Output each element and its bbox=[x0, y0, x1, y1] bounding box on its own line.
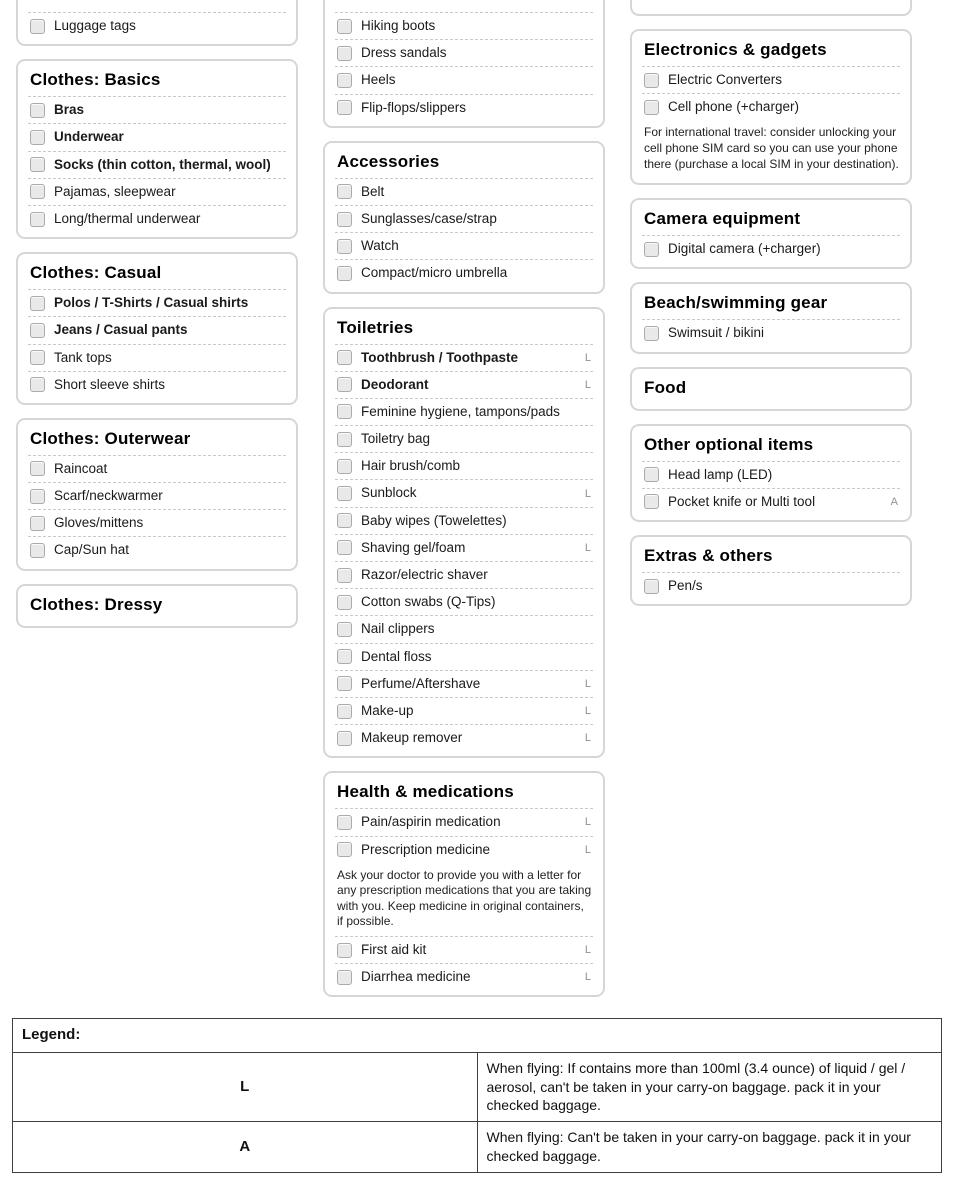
flight-restriction-marker: L bbox=[584, 378, 591, 391]
item-label: Deodorant bbox=[361, 376, 429, 392]
checklist-column bbox=[630, 0, 912, 1010]
section-box bbox=[630, 29, 912, 185]
section-box bbox=[323, 307, 605, 759]
legend-text-a: When flying: Can't be taken in your carry-on baggage. pack it in your checked baggage. bbox=[477, 1122, 942, 1173]
checkbox[interactable] bbox=[337, 239, 352, 254]
section-title: Extras & others bbox=[644, 545, 773, 565]
item-label: Flip-flops/slippers bbox=[361, 99, 467, 115]
checkbox[interactable] bbox=[30, 212, 45, 227]
checkbox[interactable] bbox=[337, 404, 352, 419]
section-box bbox=[323, 0, 605, 128]
section-title: Clothes: Basics bbox=[30, 70, 161, 90]
item-label: Digital camera (+charger) bbox=[668, 241, 821, 257]
checklist-item[interactable] bbox=[28, 151, 286, 178]
checklist-item[interactable] bbox=[335, 398, 593, 425]
item-label: Belt bbox=[361, 183, 385, 199]
section-box bbox=[323, 141, 605, 294]
checkbox[interactable] bbox=[337, 486, 352, 501]
checkbox[interactable] bbox=[337, 595, 352, 610]
checkbox[interactable] bbox=[30, 323, 45, 338]
checklist-item[interactable] bbox=[28, 289, 286, 316]
checklist-item[interactable] bbox=[642, 461, 900, 488]
checkbox[interactable] bbox=[337, 377, 352, 392]
checklist-item[interactable] bbox=[335, 963, 593, 990]
checkbox[interactable] bbox=[337, 649, 352, 664]
item-label: Hiking boots bbox=[361, 18, 436, 33]
checkbox[interactable] bbox=[337, 432, 352, 447]
checklist-item[interactable] bbox=[335, 670, 593, 697]
flight-restriction-marker: L bbox=[584, 816, 591, 829]
checklist-item[interactable] bbox=[28, 344, 286, 371]
flight-restriction-marker: L bbox=[584, 487, 591, 500]
checkbox[interactable] bbox=[30, 184, 45, 199]
checkbox[interactable] bbox=[337, 970, 352, 985]
section-title: Food bbox=[644, 377, 687, 397]
checkbox[interactable] bbox=[337, 350, 352, 365]
item-label: Watch bbox=[361, 238, 399, 254]
section-box bbox=[630, 424, 912, 522]
checkbox[interactable] bbox=[337, 459, 352, 474]
checkbox[interactable] bbox=[337, 513, 352, 528]
item-label: Cotton swabs (Q-Tips) bbox=[361, 594, 496, 610]
checkbox[interactable] bbox=[644, 467, 659, 482]
checklist-item[interactable] bbox=[642, 572, 900, 599]
flight-restriction-marker: L bbox=[584, 944, 591, 957]
checklist-item[interactable] bbox=[335, 724, 593, 751]
checklist-item[interactable] bbox=[335, 205, 593, 232]
checklist-item[interactable] bbox=[28, 205, 286, 232]
checklist-item[interactable] bbox=[335, 936, 593, 963]
checklist-column bbox=[323, 0, 605, 1010]
checklist-item[interactable] bbox=[335, 534, 593, 561]
section-box bbox=[630, 367, 912, 411]
checklist-item[interactable] bbox=[28, 316, 286, 343]
checkbox[interactable] bbox=[337, 842, 352, 857]
flight-restriction-marker: L bbox=[584, 541, 591, 554]
flight-restriction-marker: L bbox=[584, 843, 591, 856]
checklist-item[interactable] bbox=[335, 836, 593, 863]
checklist-item[interactable] bbox=[335, 452, 593, 479]
section-box bbox=[630, 0, 912, 16]
flight-restriction-marker: L bbox=[584, 732, 591, 745]
item-label: Sunblock bbox=[361, 485, 417, 501]
item-label: Polos / T-Shirts / Casual shirts bbox=[54, 295, 249, 311]
checkbox[interactable] bbox=[644, 579, 659, 594]
checkbox[interactable] bbox=[30, 461, 45, 476]
section-title: Clothes: Casual bbox=[30, 263, 162, 283]
checklist-item[interactable] bbox=[335, 371, 593, 398]
item-label: Long/thermal underwear bbox=[54, 210, 201, 226]
section-box bbox=[16, 418, 298, 571]
checklist-item[interactable] bbox=[28, 178, 286, 205]
checklist-item[interactable] bbox=[335, 507, 593, 534]
checkbox[interactable] bbox=[30, 19, 45, 34]
flight-restriction-marker: L bbox=[584, 351, 591, 364]
section-title: Health & medications bbox=[337, 782, 514, 802]
checkbox[interactable] bbox=[337, 540, 352, 555]
checklist-item[interactable] bbox=[28, 96, 286, 123]
checkbox[interactable] bbox=[337, 212, 352, 227]
item-label: Hair brush/comb bbox=[361, 458, 461, 474]
checklist-item[interactable] bbox=[335, 232, 593, 259]
item-label: Perfume/Aftershave bbox=[361, 675, 481, 691]
checkbox[interactable] bbox=[30, 296, 45, 311]
checklist-item[interactable] bbox=[642, 488, 900, 515]
flight-restriction-marker: L bbox=[584, 971, 591, 984]
item-label: Dental floss bbox=[361, 648, 432, 664]
checkbox[interactable] bbox=[337, 184, 352, 199]
checkbox[interactable] bbox=[337, 731, 352, 746]
checklist-item[interactable] bbox=[28, 482, 286, 509]
item-label: Toothbrush / Toothpaste bbox=[361, 349, 518, 365]
checklist-item[interactable] bbox=[335, 94, 593, 121]
item-label: Scarf/neckwarmer bbox=[54, 488, 163, 504]
item-label: Feminine hygiene, tampons/pads bbox=[361, 403, 560, 419]
checkbox[interactable] bbox=[337, 704, 352, 719]
item-label: Cell phone (+charger) bbox=[668, 99, 799, 115]
checklist-column bbox=[16, 0, 298, 1010]
item-label: Short sleeve shirts bbox=[54, 376, 166, 392]
item-label: Luggage tags bbox=[54, 18, 136, 33]
item-label: Shaving gel/foam bbox=[361, 539, 466, 555]
item-label: Heels bbox=[361, 72, 396, 88]
item-label: Bras bbox=[54, 102, 85, 118]
checklist-item[interactable] bbox=[335, 615, 593, 642]
item-label: First aid kit bbox=[361, 942, 427, 958]
checklist-item[interactable] bbox=[335, 39, 593, 66]
item-label: Make-up bbox=[361, 702, 414, 718]
checkbox[interactable] bbox=[337, 815, 352, 830]
item-label: Nail clippers bbox=[361, 621, 435, 637]
section-note: For international travel: consider unlocking your cell phone SIM card so you can use your phone there (purchase a local SIM in your destination). bbox=[644, 125, 899, 171]
item-label: Makeup remover bbox=[361, 730, 463, 746]
item-label: Tank tops bbox=[54, 349, 112, 365]
section-title: Accessories bbox=[337, 151, 440, 171]
item-label: Cap/Sun hat bbox=[54, 542, 130, 558]
section-note: Ask your doctor to provide you with a letter for any prescription medications that you are taking with you. Keep medicine in original containers, if possible. bbox=[337, 867, 592, 929]
section-box bbox=[16, 252, 298, 405]
item-label: Jeans / Casual pants bbox=[54, 322, 188, 338]
checklist-item[interactable] bbox=[335, 588, 593, 615]
checkbox[interactable] bbox=[644, 494, 659, 509]
checkbox[interactable] bbox=[30, 157, 45, 172]
legend-row bbox=[13, 1052, 942, 1122]
checklist-item[interactable] bbox=[335, 259, 593, 286]
checklist-item[interactable] bbox=[28, 455, 286, 482]
checkbox[interactable] bbox=[644, 73, 659, 88]
legend-header-row bbox=[13, 1019, 942, 1052]
item-label: Electric Converters bbox=[668, 72, 783, 87]
checkbox[interactable] bbox=[644, 326, 659, 341]
checkbox[interactable] bbox=[30, 130, 45, 145]
item-label: Pajamas, sleepwear bbox=[54, 183, 176, 199]
checklist-item[interactable] bbox=[335, 479, 593, 506]
legend-row bbox=[13, 1122, 942, 1173]
section-box bbox=[323, 771, 605, 997]
section-box bbox=[16, 584, 298, 628]
checklist-item[interactable] bbox=[642, 319, 900, 346]
checkbox[interactable] bbox=[644, 242, 659, 257]
item-label: Pain/aspirin medication bbox=[361, 814, 501, 830]
section-title: Electronics & gadgets bbox=[644, 40, 827, 59]
section-title: Beach/swimming gear bbox=[644, 293, 828, 313]
flight-restriction-marker: A bbox=[890, 495, 898, 508]
checkbox[interactable] bbox=[337, 676, 352, 691]
item-label: Diarrhea medicine bbox=[361, 969, 471, 985]
item-label: Dress sandals bbox=[361, 45, 447, 61]
checkbox[interactable] bbox=[337, 622, 352, 637]
section-title: Camera equipment bbox=[644, 209, 801, 229]
item-label: Underwear bbox=[54, 129, 124, 145]
checkbox[interactable] bbox=[337, 100, 352, 115]
item-label: Baby wipes (Towelettes) bbox=[361, 512, 507, 528]
checklist-item[interactable] bbox=[335, 808, 593, 835]
checkbox[interactable] bbox=[337, 568, 352, 583]
checklist-item[interactable] bbox=[28, 536, 286, 563]
checklist-item[interactable] bbox=[28, 509, 286, 536]
item-label: Pocket knife or Multi tool bbox=[668, 493, 816, 509]
item-label: Toiletry bag bbox=[361, 431, 431, 447]
checklist-item[interactable] bbox=[335, 178, 593, 205]
checklist-item[interactable] bbox=[335, 425, 593, 452]
section-title: Toiletries bbox=[337, 317, 414, 337]
section-title: Other optional items bbox=[644, 434, 814, 454]
checklist-item[interactable] bbox=[335, 344, 593, 371]
checklist-item[interactable] bbox=[335, 643, 593, 670]
checklist-item[interactable] bbox=[28, 12, 286, 39]
item-label: Compact/micro umbrella bbox=[361, 265, 508, 281]
legend-key-a: A bbox=[13, 1122, 478, 1173]
section-box bbox=[630, 198, 912, 269]
checkbox[interactable] bbox=[337, 266, 352, 281]
legend-text-l: When flying: If contains more than 100ml (3.4 ounce) of liquid / gel / aerosol, can't be taken in your carry-on baggage. pack it in your checked baggage. bbox=[477, 1052, 942, 1122]
legend-table bbox=[12, 1018, 942, 1173]
item-label: Sunglasses/case/strap bbox=[361, 210, 497, 226]
checklist-item[interactable] bbox=[28, 123, 286, 150]
item-label: Raincoat bbox=[54, 460, 108, 476]
item-label: Head lamp (LED) bbox=[668, 466, 773, 482]
checkbox[interactable] bbox=[30, 516, 45, 531]
checkbox[interactable] bbox=[30, 377, 45, 392]
checklist-item[interactable] bbox=[28, 371, 286, 398]
section-title: Clothes: Outerwear bbox=[30, 428, 191, 448]
checklist-item[interactable] bbox=[335, 12, 593, 39]
flight-restriction-marker: L bbox=[584, 705, 591, 718]
section-box bbox=[630, 282, 912, 353]
checkbox[interactable] bbox=[337, 46, 352, 61]
item-label: Pen/s bbox=[668, 577, 703, 593]
checkbox[interactable] bbox=[337, 943, 352, 958]
checklist-item[interactable] bbox=[335, 66, 593, 93]
checklist-item[interactable] bbox=[642, 235, 900, 262]
checklist-item[interactable] bbox=[335, 697, 593, 724]
item-label: Socks (thin cotton, thermal, wool) bbox=[54, 156, 271, 172]
checkbox[interactable] bbox=[30, 489, 45, 504]
flight-restriction-marker: L bbox=[584, 677, 591, 690]
section-box bbox=[16, 0, 298, 46]
checkbox[interactable] bbox=[337, 19, 352, 34]
legend-title: Legend: bbox=[13, 1019, 942, 1052]
checkbox[interactable] bbox=[30, 543, 45, 558]
item-label: Swimsuit / bikini bbox=[668, 325, 765, 341]
item-label: Prescription medicine bbox=[361, 841, 491, 857]
section-box bbox=[16, 59, 298, 239]
section-box bbox=[630, 535, 912, 606]
checkbox[interactable] bbox=[337, 73, 352, 88]
section-title: Clothes: Dressy bbox=[30, 594, 163, 614]
checkbox[interactable] bbox=[644, 100, 659, 115]
checklist-item[interactable] bbox=[642, 93, 900, 120]
checklist-item[interactable] bbox=[335, 561, 593, 588]
legend-key-l: L bbox=[13, 1052, 478, 1122]
checkbox[interactable] bbox=[30, 350, 45, 365]
checkbox[interactable] bbox=[30, 103, 45, 118]
item-label: Gloves/mittens bbox=[54, 515, 144, 531]
item-label: Razor/electric shaver bbox=[361, 567, 488, 582]
checklist-item[interactable] bbox=[642, 66, 900, 93]
